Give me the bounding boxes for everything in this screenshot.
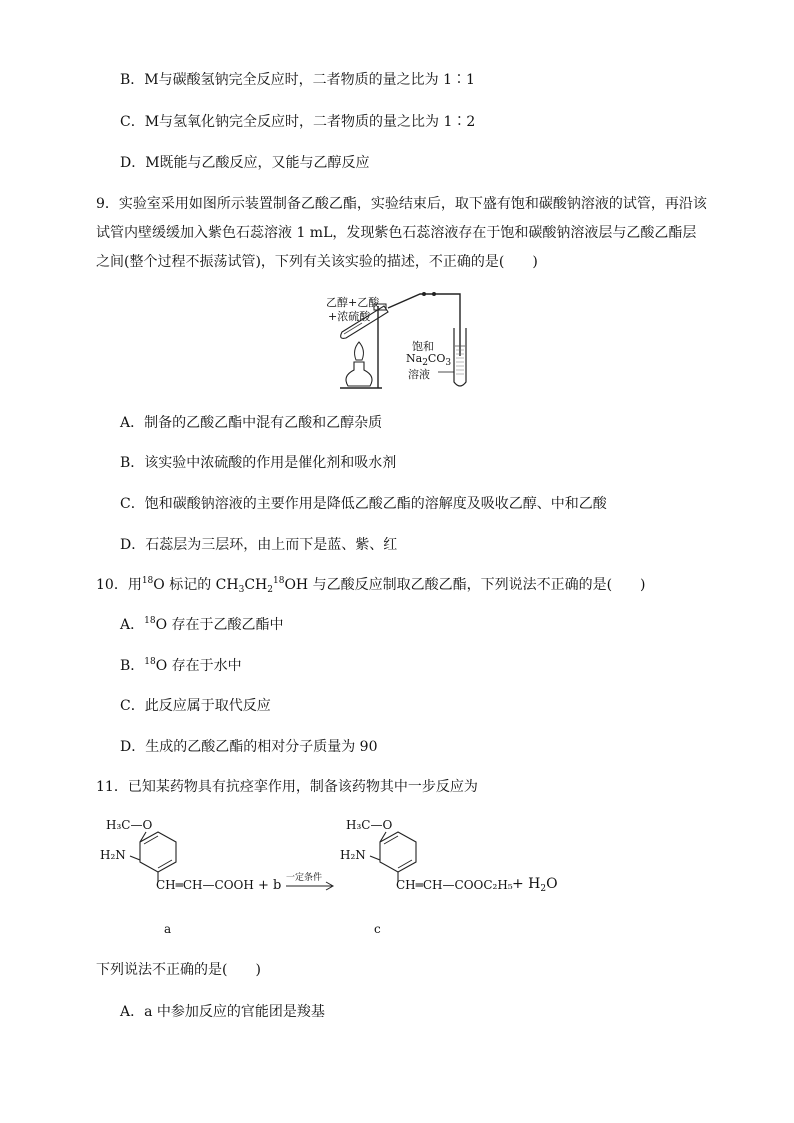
- reaction-condition: 一定条件: [286, 873, 323, 883]
- figure-label-na2co3: $Na_2CO_3$: [406, 352, 452, 368]
- c-side-chain: CH═CH—COOC₂H₅: [396, 878, 513, 892]
- q9-option-a: A．制备的乙酸乙酯中混有乙酸和乙醇杂质: [120, 415, 383, 431]
- q9-option-c: C．饱和碳酸钠溶液的主要作用是降低乙酸乙酯的溶解度及吸收乙醇、中和乙酸: [120, 496, 607, 512]
- a-amino-group: H₂N: [100, 848, 126, 862]
- q10-option-c: C．此反应属于取代反应: [120, 698, 271, 714]
- q11-question: 下列说法不正确的是( ): [96, 962, 261, 978]
- q10-option-d: D．生成的乙酸乙酯的相对分子质量为 90: [120, 739, 378, 755]
- q9-stem: 9．实验室采用如图所示装置制备乙酸乙酯，实验结束后，取下盛有饱和碳酸钠溶液的试管，再沿该试管内壁缓缓加入紫色石蕊溶液 1 mL，发现紫色石蕊溶液存在于饱和碳酸钠溶液层与乙酸乙酯层之间(整个过程不振荡试管)，下列有关该实验的描述，不正确的是( ): [96, 196, 707, 270]
- q9-option-d: D．石蕊层为三层环，由上而下是蓝、紫、红: [120, 537, 398, 553]
- figure-label-solution: 溶液: [408, 368, 430, 381]
- figure-label-reactants: 乙醇+乙酸: [326, 296, 380, 309]
- q9-apparatus-figure: [320, 286, 480, 392]
- plus-water: + $H_2O$: [512, 876, 558, 894]
- q8-option-d: D．M既能与乙酸反应，又能与乙醇反应: [120, 155, 370, 171]
- label-c: c: [374, 922, 381, 936]
- q11-stem: 11．已知某药物具有抗痉挛作用，制备该药物其中一步反应为: [96, 779, 478, 795]
- q8-option-b: B．M与碳酸氢钠完全反应时，二者物质的量之比为 1∶1: [120, 72, 475, 88]
- figure-label-saturated: 饱和: [412, 340, 434, 353]
- q11-reaction-scheme: [100, 812, 570, 942]
- plus-b: + b: [258, 878, 282, 893]
- q10-option-b: B．$^{18}$O 存在于水中: [120, 657, 242, 674]
- q10-stem: 10．用$^{18}$O 标记的 $CH_3CH_2^{18}OH$ 与乙酸反应制取乙酸乙酯，下列说法不正确的是( ): [96, 576, 646, 595]
- q9-option-b: B．该实验中浓硫酸的作用是催化剂和吸水剂: [120, 455, 397, 471]
- q10-option-a: A．$^{18}$O 存在于乙酸乙酯中: [120, 616, 284, 633]
- q11-option-a: A．a 中参加反应的官能团是羧基: [120, 1004, 325, 1020]
- a-side-chain: CH═CH—COOH: [156, 878, 254, 892]
- a-methoxy-group: H₃C—O: [106, 818, 153, 832]
- c-methoxy-group: H₃C—O: [346, 818, 393, 832]
- figure-label-acid: +浓硫酸: [328, 310, 371, 323]
- c-amino-group: H₂N: [340, 848, 366, 862]
- q8-option-c: C．M与氢氧化钠完全反应时，二者物质的量之比为 1∶2: [120, 114, 476, 130]
- label-a: a: [164, 922, 172, 936]
